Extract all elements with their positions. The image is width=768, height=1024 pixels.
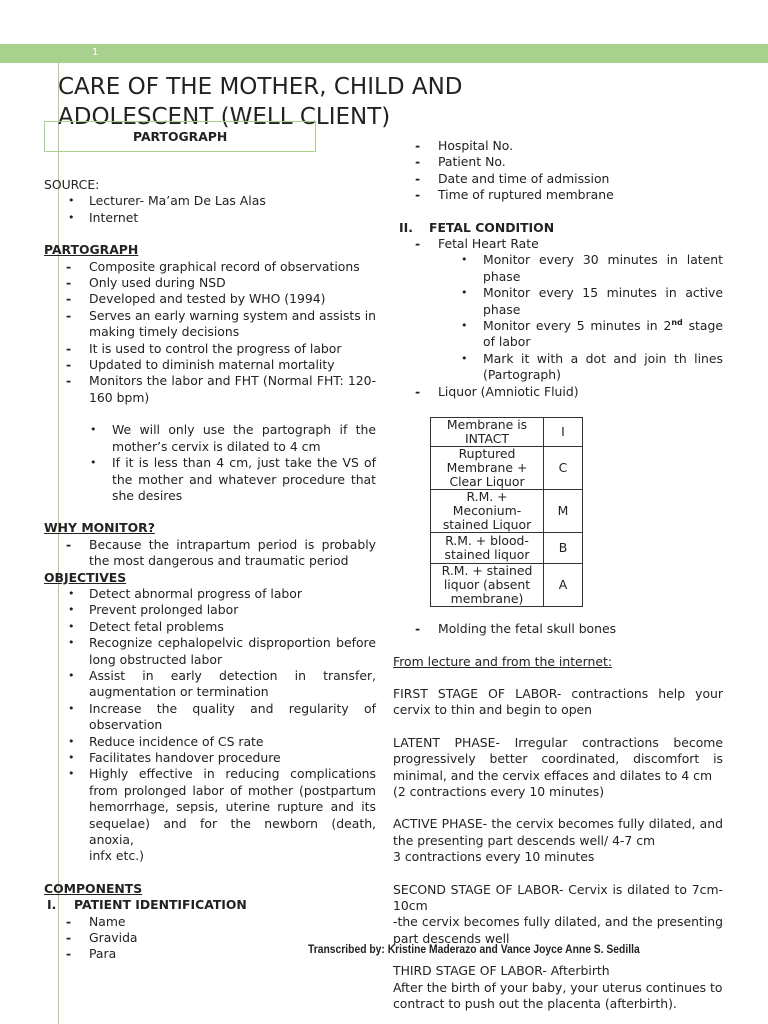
- list-item: - Para: [44, 946, 376, 962]
- fetal-list: [393, 236, 723, 252]
- partograph-notes: [44, 422, 376, 504]
- list-item: - Liquor (Amniotic Fluid): [393, 384, 723, 400]
- list-item: - Name: [44, 914, 376, 930]
- list-item: • Reduce incidence of CS rate: [44, 734, 376, 750]
- lecture-heading: From lecture and from the internet:: [393, 653, 613, 669]
- components-list: [44, 897, 376, 913]
- liquor-table: [430, 417, 583, 607]
- left-column: [44, 177, 376, 963]
- second-stage-text: SECOND STAGE OF LABOR- Cervix is dilated to 7cm-10cm: [393, 881, 723, 913]
- table-row: [431, 564, 583, 607]
- section-title: FETAL CONDITION: [429, 219, 555, 235]
- list-item: - Molding the fetal skull bones: [393, 621, 723, 637]
- liquor-list: [393, 384, 723, 400]
- list-item: • Highly effective in reducing complications from prolonged labor of mother (postpartum hemorrhage, sepsis, uterine rupture and its sequelae) and for the newborn (death, anoxia,: [44, 766, 376, 848]
- third-stage-text: THIRD STAGE OF LABOR- Afterbirth: [393, 963, 610, 979]
- superscript: nd: [671, 317, 683, 327]
- section-fetal-condition: [393, 220, 723, 236]
- roman-numeral: I.: [47, 897, 57, 913]
- list-item: • Monitor every 30 minutes in latent phase: [415, 252, 723, 285]
- source-label: SOURCE:: [44, 177, 100, 192]
- list-item: • Detect fetal problems: [44, 619, 376, 635]
- objectives-heading: OBJECTIVES: [44, 569, 127, 585]
- fhr-text: Monitor every 5 minutes in 2: [483, 318, 672, 334]
- objectives-last-line: infx etc.): [89, 848, 144, 864]
- list-item: - Hospital No.: [393, 138, 723, 154]
- active-phase-text: ACTIVE PHASE- the cervix becomes fully dilated, and the presenting part descends well/ 4-7 cm: [393, 816, 723, 848]
- list-item: - Patient No.: [393, 154, 723, 170]
- transcriber-footer: Transcribed by: Kristine Maderazo and Vance Joyce Anne S. Sedilla: [308, 942, 640, 956]
- section-patient-identification: [44, 897, 376, 913]
- table-row: [431, 490, 583, 533]
- list-item: - Date and time of admission: [393, 171, 723, 187]
- table-row: [431, 533, 583, 564]
- list-item: • Detect abnormal progress of labor: [44, 586, 376, 602]
- patient-id-list-cont: [393, 138, 723, 204]
- right-column: [393, 138, 723, 1012]
- list-item: [415, 318, 723, 351]
- list-item: • If it is less than 4 cm, just take the VS of the mother and whatever procedure that she desires: [44, 455, 376, 504]
- list-item: - Because the intrapartum period is probably the most dangerous and traumatic period: [44, 537, 376, 570]
- table-cell: I: [544, 418, 583, 447]
- table-cell: Membrane is INTACT: [431, 418, 544, 447]
- why-monitor-list: [44, 537, 376, 570]
- list-item: • Recognize cephalopelvic disproportion before long obstructed labor: [44, 635, 376, 668]
- list-item: - Composite graphical record of observations: [44, 259, 376, 275]
- fhr-text-tail: stage of labor: [483, 318, 723, 350]
- list-item: • Monitor every 15 minutes in active phase: [415, 285, 723, 318]
- list-item: - Serves an early warning system and assists in making timely decisions: [44, 308, 376, 341]
- list-item: - Gravida: [44, 930, 376, 946]
- list-item: • Increase the quality and regularity of observation: [44, 701, 376, 734]
- list-item: • Facilitates handover procedure: [44, 750, 376, 766]
- first-stage-text: FIRST STAGE OF LABOR- contractions help your cervix to thin and begin to open: [393, 685, 723, 718]
- lecture-section: [393, 654, 723, 1013]
- list-item: • Mark it with a dot and join th lines (Partograph): [415, 351, 723, 384]
- objectives-list: [44, 586, 376, 849]
- document-title: CARE OF THE MOTHER, CHILD AND ADOLESCENT (WELL CLIENT): [58, 74, 463, 130]
- partograph-heading: PARTOGRAPH: [44, 242, 139, 258]
- table-cell: R.M. + blood-stained liquor: [431, 533, 544, 564]
- fhr-list: [393, 252, 723, 383]
- table-cell: R.M. + stained liquor (absent membrane): [431, 564, 544, 607]
- list-item: • We will only use the partograph if the mother’s cervix is dilated to 4 cm: [44, 422, 376, 455]
- list-item: • Prevent prolonged labor: [44, 602, 376, 618]
- table-cell: A: [544, 564, 583, 607]
- table-row: [431, 418, 583, 447]
- table-cell: C: [544, 447, 583, 490]
- latent-phase-note: (2 contractions every 10 minutes): [393, 783, 605, 799]
- latent-phase-text: LATENT PHASE- Irregular contractions become progressively better coordinated, discomfort is minimal, and the cervix effaces and dilates to 4 cm: [393, 734, 723, 783]
- partograph-list: [44, 259, 376, 407]
- why-monitor-heading: WHY MONITOR?: [44, 520, 155, 536]
- list-item: • Assist in early detection in transfer, augmentation or termination: [44, 668, 376, 701]
- list-item: - Monitors the labor and FHT (Normal FHT: 120-160 bpm): [44, 373, 376, 406]
- second-stage-note: -the cervix becomes fully dilated, and the presenting part descends well: [393, 914, 723, 946]
- list-item: - It is used to control the progress of labor: [44, 341, 376, 357]
- active-phase-note: 3 contractions every 10 minutes: [393, 849, 595, 865]
- header-bar: [0, 44, 768, 63]
- table-cell: M: [544, 490, 583, 533]
- page-number: 1: [92, 47, 99, 58]
- third-stage-note: After the birth of your baby, your uterus continues to contract to push out the placenta (afterbirth).: [393, 979, 723, 1011]
- roman-numeral: II.: [399, 219, 413, 235]
- molding-list: [393, 621, 723, 637]
- components-heading: COMPONENTS: [44, 880, 143, 896]
- list-item: - Only used during NSD: [44, 275, 376, 291]
- list-item: - Developed and tested by WHO (1994): [44, 291, 376, 307]
- list-item: - Time of ruptured membrane: [393, 187, 723, 203]
- list-item: • Lecturer- Ma’am De Las Alas: [44, 193, 376, 209]
- table-row: [431, 447, 583, 490]
- source-list: [44, 193, 376, 226]
- table-cell: R.M. + Meconium-stained Liquor: [431, 490, 544, 533]
- section-label-box: [44, 121, 316, 152]
- section-label: PARTOGRAPH: [133, 129, 228, 144]
- section-title: PATIENT IDENTIFICATION: [74, 897, 247, 913]
- list-item: - Fetal Heart Rate: [393, 236, 723, 252]
- list-item: - Updated to diminish maternal mortality: [44, 357, 376, 373]
- table-cell: B: [544, 533, 583, 564]
- list-item: • Internet: [44, 210, 376, 226]
- table-cell: Ruptured Membrane + Clear Liquor: [431, 447, 544, 490]
